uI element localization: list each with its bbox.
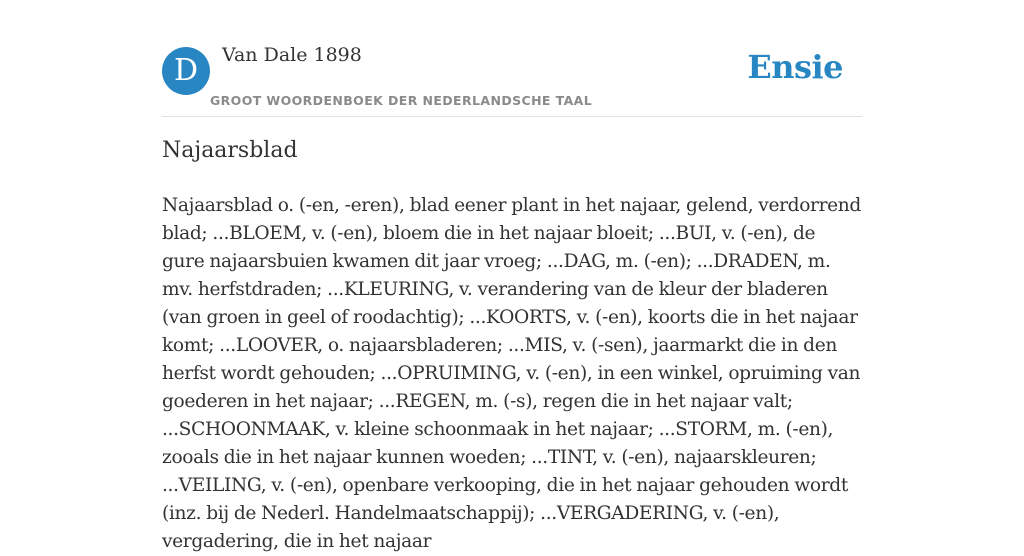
header — [162, 0, 862, 117]
entry-body: Najaarsblad o. (-en, -eren), blad eener plant in het najaar, gelend, verdorrend blad; ...BLOEM, v. (-en), bloem die in het najaar bloeit; ...BUI, v. (-en), de gure najaarsbuien kwamen dit jaar vroeg; ...DAG, m. (-en); ...DRADEN, m. mv. herfstdraden; ...KLEURING, v. verandering van de kleur der bladeren (van groen in geel of roodachtig); ...KOORTS, v. (-en), koorts die in het najaar komt; ...LOOVER, o. najaarsbladeren; ...MIS, v. (-sen), jaarmarkt die in den herfst wordt gehouden; ...OPRUIMING, v. (-en), in een winkel, opruiming van goederen in het najaar; ...REGEN, m. (-s), regen die in het najaar valt; ...SCHOONMAAK, v. kleine schoonmaak in het najaar; ...STORM, m. (-en), zooals die in het najaar kunnen woeden; ...TINT, v. (-en), najaarskleuren; ...VEILING, v. (-en), openbare verkooping, die in het najaar gehouden wordt (inz. bij de Nederl. Handelmaatschappij); ...VERGADERING, v. (-en), vergadering, die in het najaar — [162, 195, 861, 552]
brand-logo-link[interactable]: Ensie — [747, 48, 843, 86]
entry-title: Najaarsblad — [162, 138, 298, 163]
dictionary-title[interactable]: Van Dale 1898 — [222, 44, 362, 66]
dictionary-subtitle: GROOT WOORDENBOEK DER NEDERLANDSCHE TAAL — [210, 93, 593, 108]
dictionary-logo[interactable]: D — [162, 47, 210, 95]
